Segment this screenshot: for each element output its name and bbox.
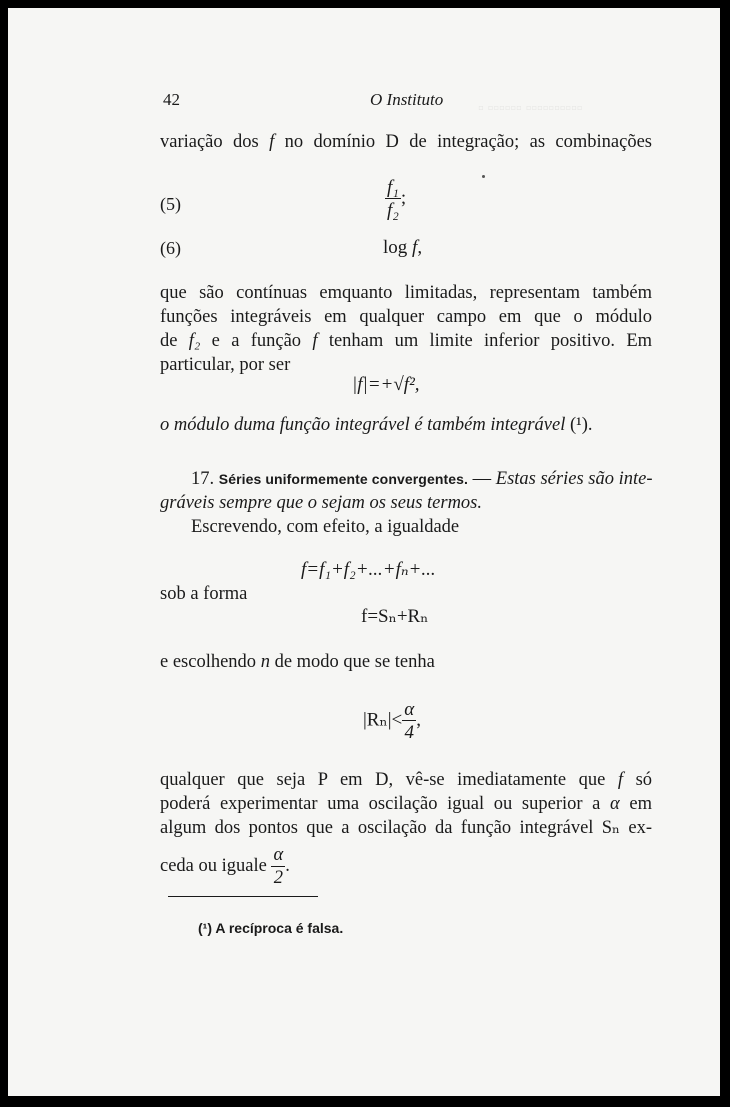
text-line: variação dos f no domínio D de integração; as combinações (160, 132, 652, 152)
equation-5: $\frac{\text{f₁}}{\text{f₂}}$ ; (387, 177, 407, 221)
text-line: o módulo duma função integrável é também integrável (¹). (160, 415, 593, 435)
text-line: ceda ou iguale $\frac{\alpha}{2}$ . (160, 845, 290, 888)
text-line: sob a forma (160, 584, 248, 604)
text-line: particular, por ser (160, 355, 291, 375)
footnote: (¹) A recíproca é falsa. (198, 920, 344, 936)
print-speck (482, 175, 485, 178)
text-line: que são contínuas emquanto limitadas, representam também (160, 283, 652, 303)
text-line: qualquer que seja P em D, vê-se imediatamente que f só (160, 770, 653, 790)
equation-sum: f=Sₙ+Rₙ (361, 606, 429, 627)
text-line: gráveis sempre que o sejam os seus termos. (160, 493, 482, 513)
page-number: 42 (163, 90, 180, 109)
text-line: poderá experimentar uma oscilação igual ou superior a α em (160, 794, 652, 814)
footnote-rule (168, 896, 318, 897)
running-title: O Instituto (370, 90, 444, 109)
section-heading: 17. Séries uniformemente convergentes. — Estas séries são inte- (191, 469, 653, 489)
text-line: de f₂ e a função f tenham um limite inferior positivo. Em (160, 331, 653, 351)
equation-abs: |f|=+√f², (352, 374, 420, 395)
text-line: funções integráveis em qualquer campo em que o módulo (160, 307, 652, 327)
equation-label-5: (5) (160, 194, 181, 214)
page-header (8, 86, 720, 116)
equation-6: log f, (383, 237, 423, 258)
equation-label-6: (6) (160, 238, 181, 258)
equation-series: f=f₁+f₂+...+fₙ+... (301, 559, 436, 580)
text-line: e escolhendo n de modo que se tenha (160, 652, 435, 672)
text-line: Escrevendo, com efeito, a igualdade (191, 517, 460, 537)
equation-rn: |Rₙ|< $\frac{\alpha}{4}$ , (363, 699, 421, 743)
text-line: algum dos pontos que a oscilação da função integrável Sₙ ex- (160, 818, 652, 838)
show-through: ▫ ▫▫▫▫▫▫ ▫▫▫▫▫▫▫▫▫▫ (478, 100, 583, 117)
book-page (8, 8, 720, 1096)
